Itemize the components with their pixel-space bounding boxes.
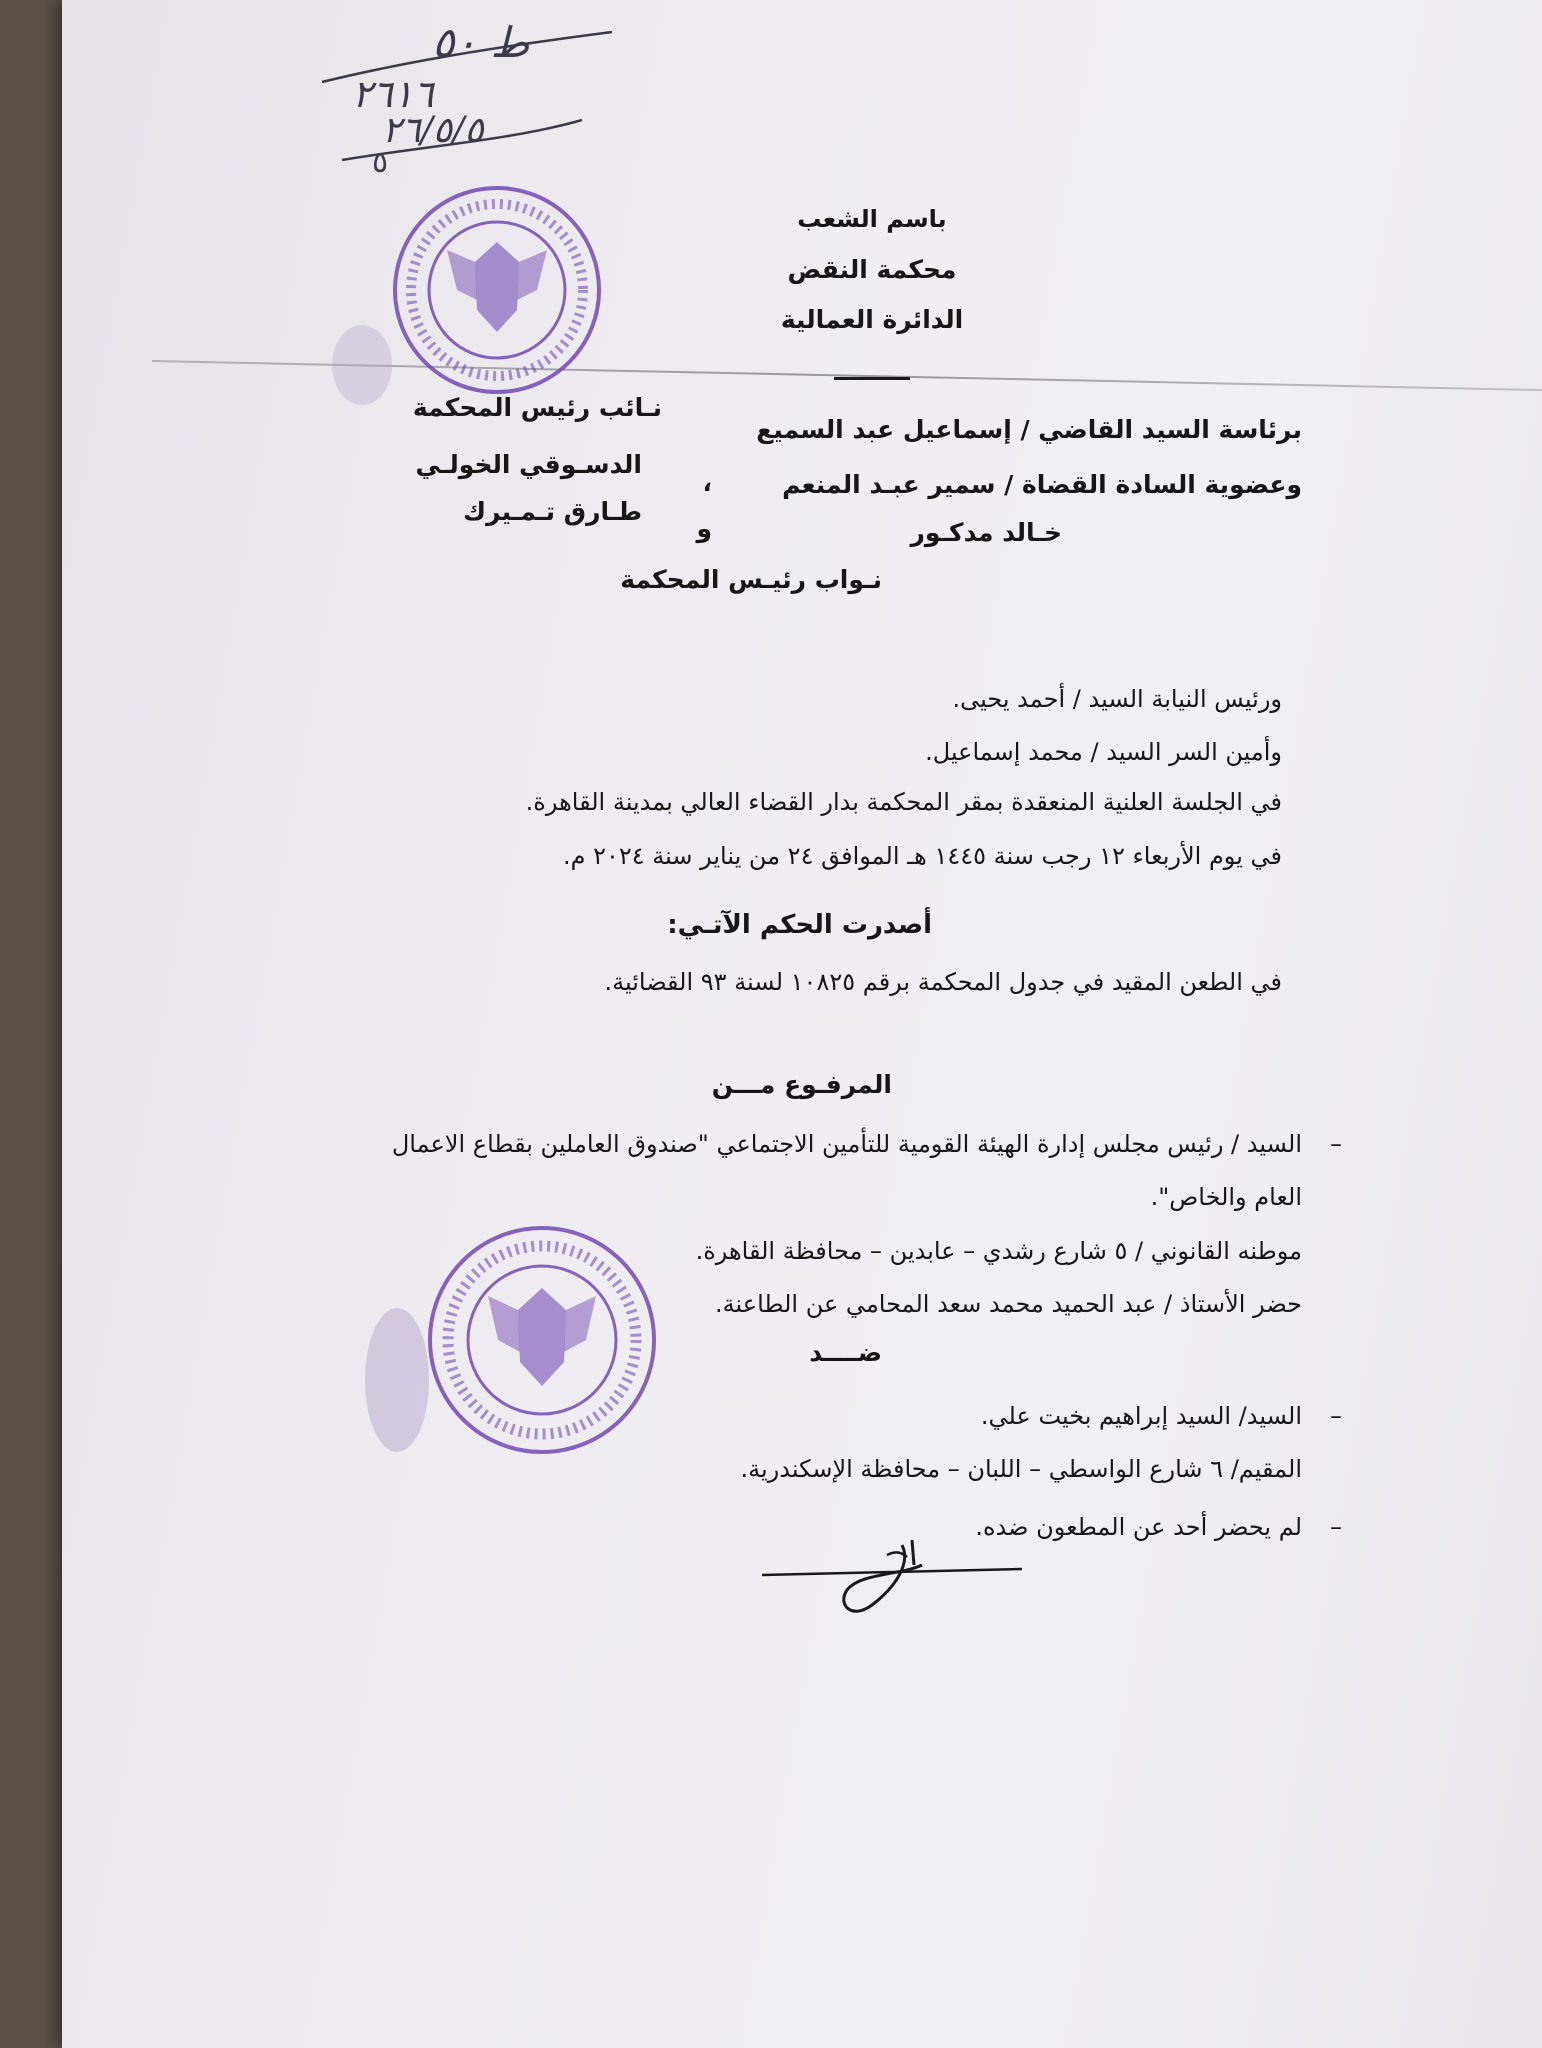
member-judge-3: خـالد مدكـور xyxy=(910,518,1062,547)
member-judge-4: طـارق تـمـيرك xyxy=(463,497,642,526)
header-in-name-of-people: باسم الشعب xyxy=(797,205,947,233)
signature xyxy=(752,1535,1032,1625)
members-comma: ، xyxy=(702,468,712,497)
smudge-mark-top xyxy=(327,320,397,410)
presiding-judge: برئاسة السيد القاضي / إسماعيل عبد السميع xyxy=(756,415,1302,444)
session-date: في يوم الأربعاء ١٢ رجب سنة ١٤٤٥ هـ الموافق ٢٤ من يناير سنة ٢٠٢٤ م. xyxy=(562,842,1282,870)
appellant-name-line-1: السيد / رئيس مجلس إدارة الهيئة القومية للتأمين الاجتماعي "صندوق العاملين بقطاع الاعمال xyxy=(391,1130,1302,1158)
member-judge-2: الدسـوقي الخولـي xyxy=(415,450,642,479)
respondent-absence: لم يحضر أحد عن المطعون ضده. xyxy=(975,1513,1302,1541)
case-number: في الطعن المقيد في جدول المحكمة برقم ١٠٨٢٥ لسنة ٩٣ القضائية. xyxy=(604,968,1282,996)
handwritten-line-1: ط ٥٠ xyxy=(432,18,530,67)
court-seal-stamp-top xyxy=(387,180,607,400)
court-seal-stamp-bottom xyxy=(422,1220,662,1460)
member-judges-line: وعضوية السادة القضاة / سمير عبـد المنعم xyxy=(782,470,1302,499)
header-circuit-name: الدائرة العمالية xyxy=(780,305,964,334)
respondent-name: السيد/ السيد إبراهيم بخيت علي. xyxy=(980,1402,1302,1430)
handwritten-annotation xyxy=(312,10,642,180)
court-secretary: وأمين السر السيد / محمد إسماعيل. xyxy=(925,738,1282,766)
prosecution-head: ورئيس النيابة السيد / أحمد يحيى. xyxy=(952,685,1282,713)
handwritten-line-3: ٢٦/٥/٥ xyxy=(382,110,484,151)
handwritten-line-4: ٥ xyxy=(372,145,389,180)
header-divider xyxy=(834,377,910,380)
appellant-heading: المرفـوع مـــن xyxy=(711,1070,892,1099)
appellant-attorney: حضر الأستاذ / عبد الحميد محمد سعد المحامي عن الطاعنة. xyxy=(715,1290,1302,1318)
respondent-dash: – xyxy=(1330,1402,1342,1430)
members-and: و xyxy=(696,514,712,543)
handwritten-line-2: ٢٦١٦ xyxy=(352,72,434,116)
ruling-heading: أصدرت الحكم الآتـي: xyxy=(667,910,932,940)
document-page xyxy=(62,0,1542,2048)
respondent-address: المقيم/ ٦ شارع الواسطي – اللبان – محافظة الإسكندرية. xyxy=(740,1455,1302,1483)
members-title: نـواب رئيـس المحكمة xyxy=(620,565,882,594)
appellant-name-line-2: العام والخاص". xyxy=(1150,1183,1302,1211)
appellant-address: موطنه القانوني / ٥ شارع رشدي – عابدين – محافظة القاهرة. xyxy=(695,1237,1302,1265)
smudge-mark-bottom xyxy=(357,1300,437,1460)
respondent-heading: ضــــد xyxy=(809,1338,882,1367)
presiding-judge-title: نـائب رئيس المحكمة xyxy=(412,393,662,422)
session-place: في الجلسة العلنية المنعقدة بمقر المحكمة بدار القضاء العالي بمدينة القاهرة. xyxy=(525,788,1282,816)
appellant-dash: – xyxy=(1330,1130,1342,1158)
respondent-absence-dash: – xyxy=(1330,1513,1342,1541)
header-court-name: محكمة النقض xyxy=(787,255,957,284)
